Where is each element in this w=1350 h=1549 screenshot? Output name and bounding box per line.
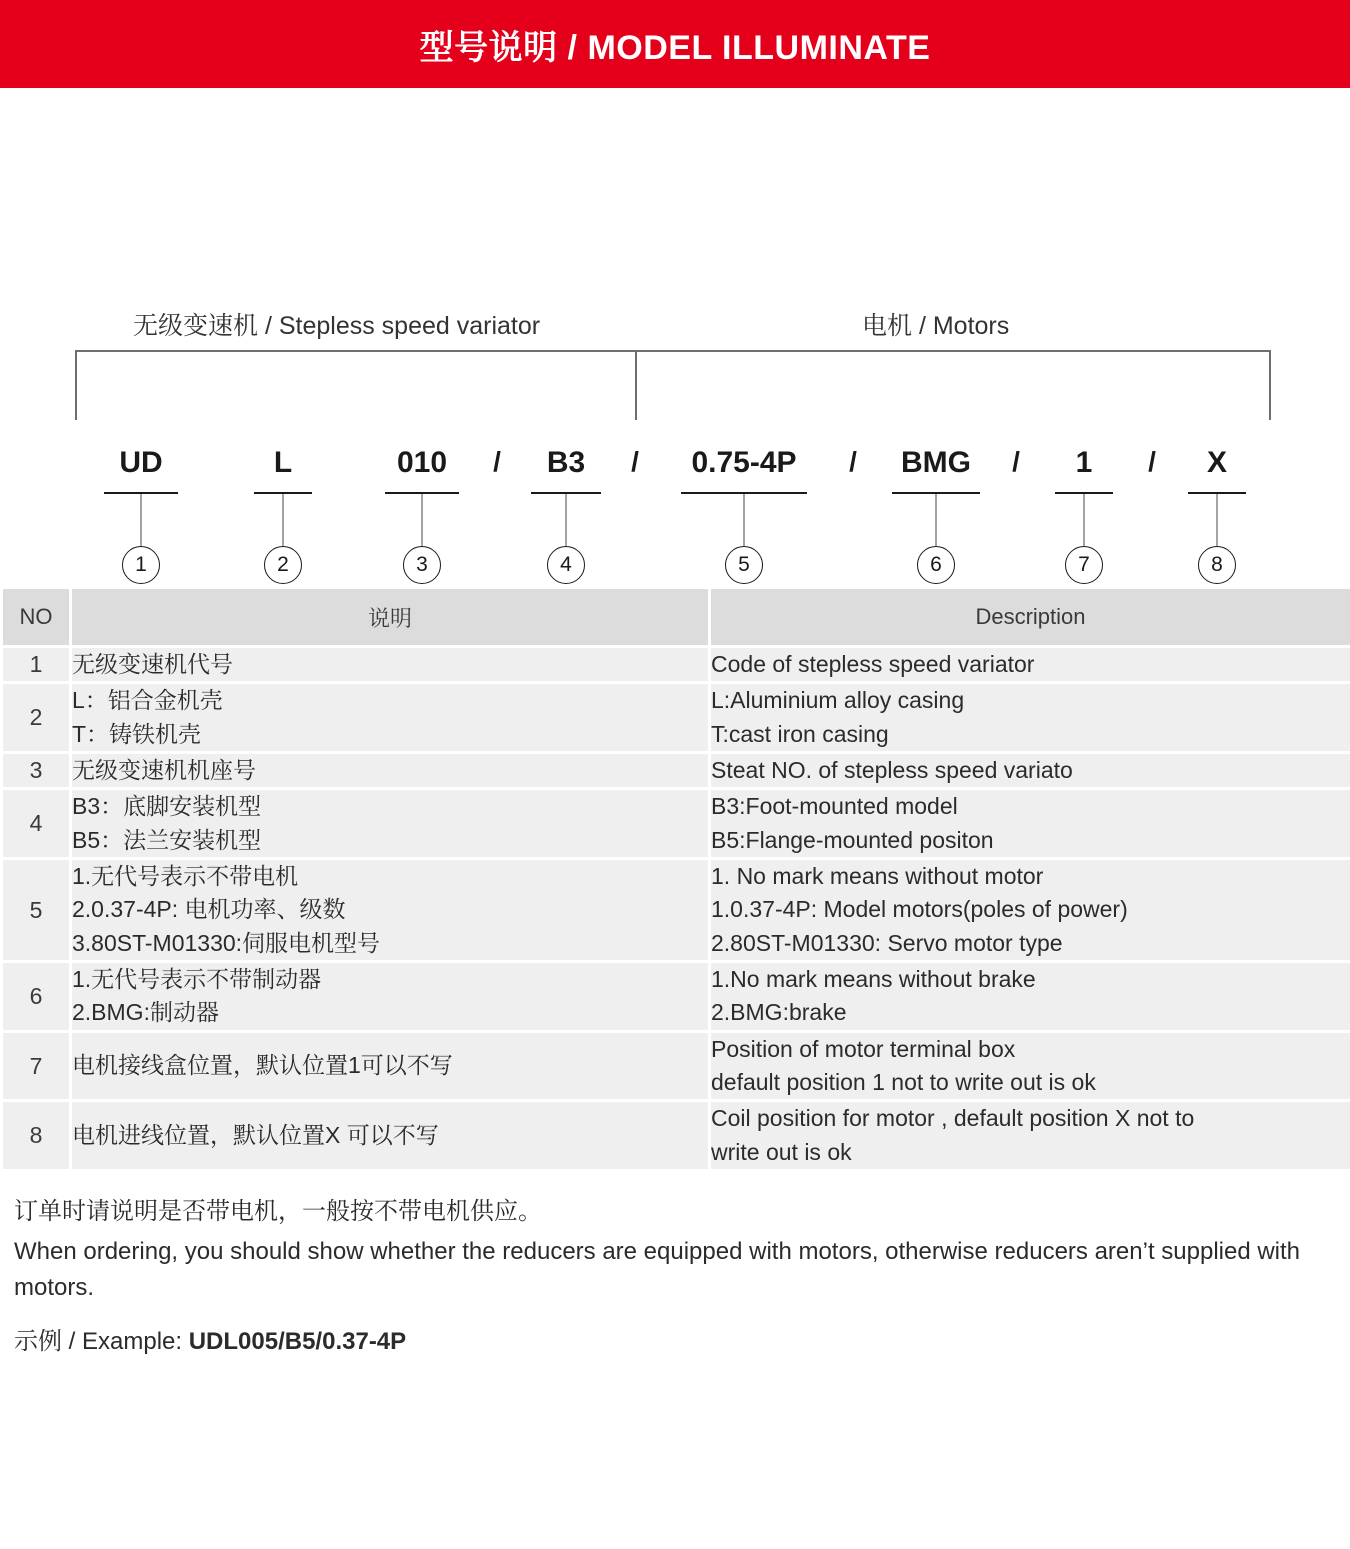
bracket-top-rule [75,350,1271,352]
table-cell-line: B3：底脚安装机型 [72,793,262,820]
table-cell-cn [72,860,708,960]
table-cell-no: 1 [3,648,69,681]
group-label-variator: 无级变速机 / Stepless speed variator [133,312,541,340]
example-line [14,1324,1336,1360]
table-cell-line: 2.BMG:brake [711,999,847,1026]
callout-number-6: 6 [917,546,955,584]
code-separator-4: / [1012,446,1020,477]
table-cell-line: 2.0.37-4P: 电机功率、级数 [72,896,346,923]
model-code-row [0,446,1350,492]
callout-number-8: 8 [1198,546,1236,584]
table-cell-line: Position of motor terminal box [711,1035,1016,1062]
callout-leader-7 [1084,494,1085,546]
model-code-diagram [0,88,1350,586]
table-row [3,648,1350,681]
table-cell-en [711,860,1350,960]
callout-number-1: 1 [122,546,160,584]
callout-number-2: 2 [264,546,302,584]
bracket-tick-right [1269,350,1271,420]
table-cell-cn [72,754,708,787]
table-cell-no: 6 [3,963,69,1030]
table-cell-cn [72,1033,708,1100]
callout-leader-5 [744,494,745,546]
table-cell-line: 电机接线盒位置，默认位置1可以不写 [72,1052,453,1079]
code-separator-2: / [631,446,639,477]
table-row [3,963,1350,1030]
table-cell-en [711,963,1350,1030]
table-cell-no: 4 [3,790,69,857]
code-token-4: B3 [546,446,586,479]
table-cell-line: 1.无代号表示不带电机 [72,863,299,890]
table-cell-en [711,648,1350,681]
table-header-row [3,589,1350,645]
table-cell-line: 电机进线位置，默认位置X 可以不写 [72,1122,439,1149]
table-cell-no: 7 [3,1033,69,1100]
table-cell-line: T:cast iron casing [711,720,889,747]
table-cell-cn [72,1102,708,1169]
callout-number-4: 4 [547,546,585,584]
table-row [3,684,1350,751]
table-cell-line: B3:Foot-mounted model [711,793,958,820]
code-token-7: 1 [1075,446,1093,479]
table-cell-line: 无级变速机代号 [72,651,233,677]
page-header-banner [0,0,1350,88]
table-row [3,754,1350,787]
callout-leader-3 [422,494,423,546]
table-cell-no: 5 [3,860,69,960]
code-token-1: UD [119,446,163,479]
table-cell-line: T：铸铁机壳 [72,720,202,747]
table-cell-en [711,1033,1350,1100]
table-cell-line: Steat NO. of stepless speed variato [711,757,1073,784]
callout-number-3: 3 [403,546,441,584]
note-chinese: 订单时请说明是否带电机，一般按不带电机供应。 [14,1198,542,1226]
table-cell-line: B5：法兰安装机型 [72,826,262,853]
callout-leader-6 [936,494,937,546]
table-cell-line: Code of stepless speed variator [711,651,1035,677]
table-cell-line: 3.80ST-M01330:伺服电机型号 [72,929,381,956]
table-cell-cn [72,963,708,1030]
table-cell-cn [72,648,708,681]
table-cell-line: 2.BMG:制动器 [72,999,219,1026]
table-cell-no: 3 [3,754,69,787]
table-body [3,648,1350,1169]
code-separator-3: / [849,446,857,477]
callout-leader-1 [141,494,142,546]
table-cell-line: write out is ok [711,1138,852,1165]
code-separator-5: / [1148,446,1156,477]
table-cell-line: 1.No mark means without brake [711,966,1036,993]
code-token-2: L [273,446,293,479]
table-cell-line: B5:Flange-mounted positon [711,826,994,853]
callout-leader-2 [283,494,284,546]
table-cell-en [711,754,1350,787]
example-value: UDL005/B5/0.37-4P [188,1328,407,1356]
table-cell-line: L:Aluminium alloy casing [711,687,965,714]
page-title: 型号说明 / MODEL ILLUMINATE [419,28,931,67]
table-cell-cn [72,790,708,857]
model-code-table [0,586,1350,1172]
bracket-tick-left [75,350,77,420]
code-token-6: BMG [901,446,971,479]
code-token-3: 010 [396,446,448,479]
code-separator-1: / [493,446,501,477]
table-cell-line: 2.80ST-M01330: Servo motor type [711,929,1063,956]
callout-leader-4 [566,494,567,546]
callout-number-7: 7 [1065,546,1103,584]
table-cell-no: 8 [3,1102,69,1169]
table-cell-en [711,1102,1350,1169]
table-row [3,1102,1350,1169]
group-label-motors: 电机 / Motors [862,312,1010,340]
example-label: 示例 / Example: [14,1328,189,1356]
note-english: When ordering, you should show whether the reducers are equipped with motors, otherwise reducers aren’t supplied with motors. [14,1238,1301,1302]
code-token-8: X [1206,446,1228,479]
table-cell-cn [72,684,708,751]
column-header-no: NO [3,589,69,645]
callout-leader-8 [1217,494,1218,546]
callout-number-5: 5 [725,546,763,584]
column-header-en: Description [711,589,1350,645]
table-row [3,1033,1350,1100]
table-cell-line: 1.0.37-4P: Model motors(poles of power) [711,896,1128,923]
table-cell-line: default position 1 not to write out is ok [711,1069,1096,1096]
code-token-5: 0.75-4P [691,446,797,479]
table-cell-line: Coil position for motor , default position X not to [711,1105,1195,1132]
table-cell-line: L：铝合金机壳 [72,687,223,714]
table-cell-line: 无级变速机机座号 [72,757,256,784]
table-cell-en [711,790,1350,857]
table-cell-no: 2 [3,684,69,751]
table-cell-line: 1.无代号表示不带制动器 [72,966,322,993]
table-row [3,860,1350,960]
table-row [3,790,1350,857]
column-header-cn: 说明 [72,589,708,645]
table-cell-en [711,684,1350,751]
table-cell-line: 1. No mark means without motor [711,863,1044,890]
footer-notes [0,1172,1350,1360]
bracket-tick-middle [635,350,637,420]
